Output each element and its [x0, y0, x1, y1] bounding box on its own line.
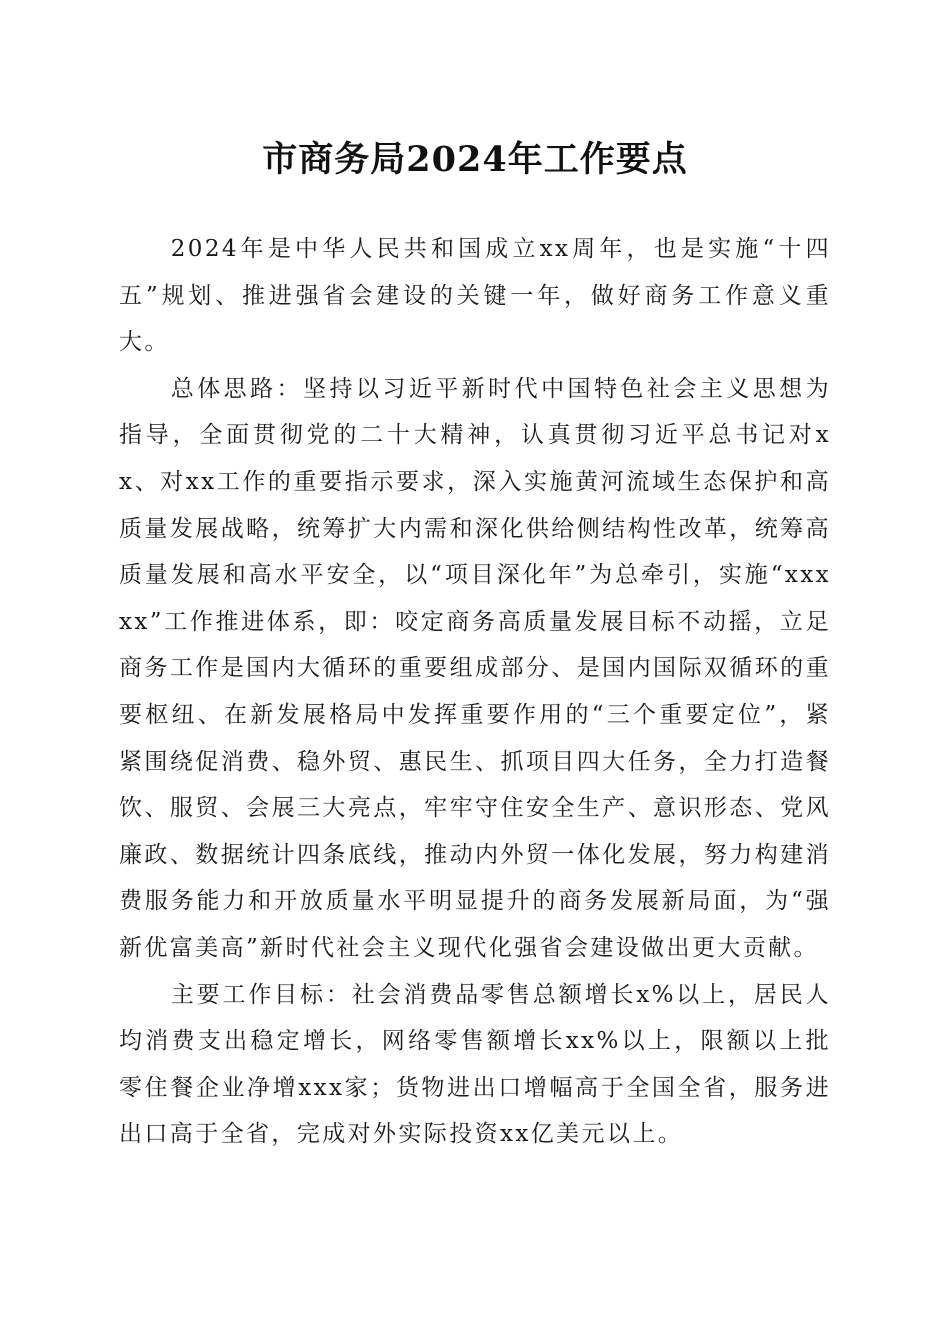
paragraph-intro: 2024年是中华人民共和国成立xx周年，也是实施“十四五”规划、推进强省会建设的关键一年，做好商务工作意义重大。 — [119, 236, 831, 356]
document-body — [119, 226, 831, 1158]
paragraph-overall-approach: 总体思路：坚持以习近平新时代中国特色社会主义思想为指导，全面贯彻党的二十大精神，认真贯彻习近平总书记对xx、对xx工作的重要指示要求，深入实施黄河流域生态保护和高质量发展战略，统筹扩大内需和深化供给侧结构性改革，统筹高质量发展和高水平安全，以“项目深化年”为总牵引，实施“xxxxx”工作推进体系，即：咬定商务高质量发展目标不动摇，立足商务工作是国内大循环的重要组成部分、是国内国际双循环的重要枢纽、在新发展格局中发挥重要作用的“三个重要定位”，紧紧围绕促消费、稳外贸、惠民生、抓项目四大任务，全力打造餐饮、服贸、会展三大亮点，牢牢守住安全生产、意识形态、党风廉政、数据统计四条底线，推动内外贸一体化发展，努力构建消费服务能力和开放质量水平明显提升的商务发展新局面，为“强新优富美高”新时代社会主义现代化强省会建设做出更大贡献。 — [119, 375, 831, 961]
document-title: 市商务局2024年工作要点 — [262, 139, 688, 180]
paragraph-main-targets: 主要工作目标：社会消费品零售总额增长x%以上，居民人均消费支出稳定增长，网络零售额增长xx%以上，限额以上批零住餐企业净增xxx家；货物进出口增幅高于全国全省，服务进出口高于全省，完成对外实际投资xx亿美元以上。 — [119, 981, 831, 1148]
